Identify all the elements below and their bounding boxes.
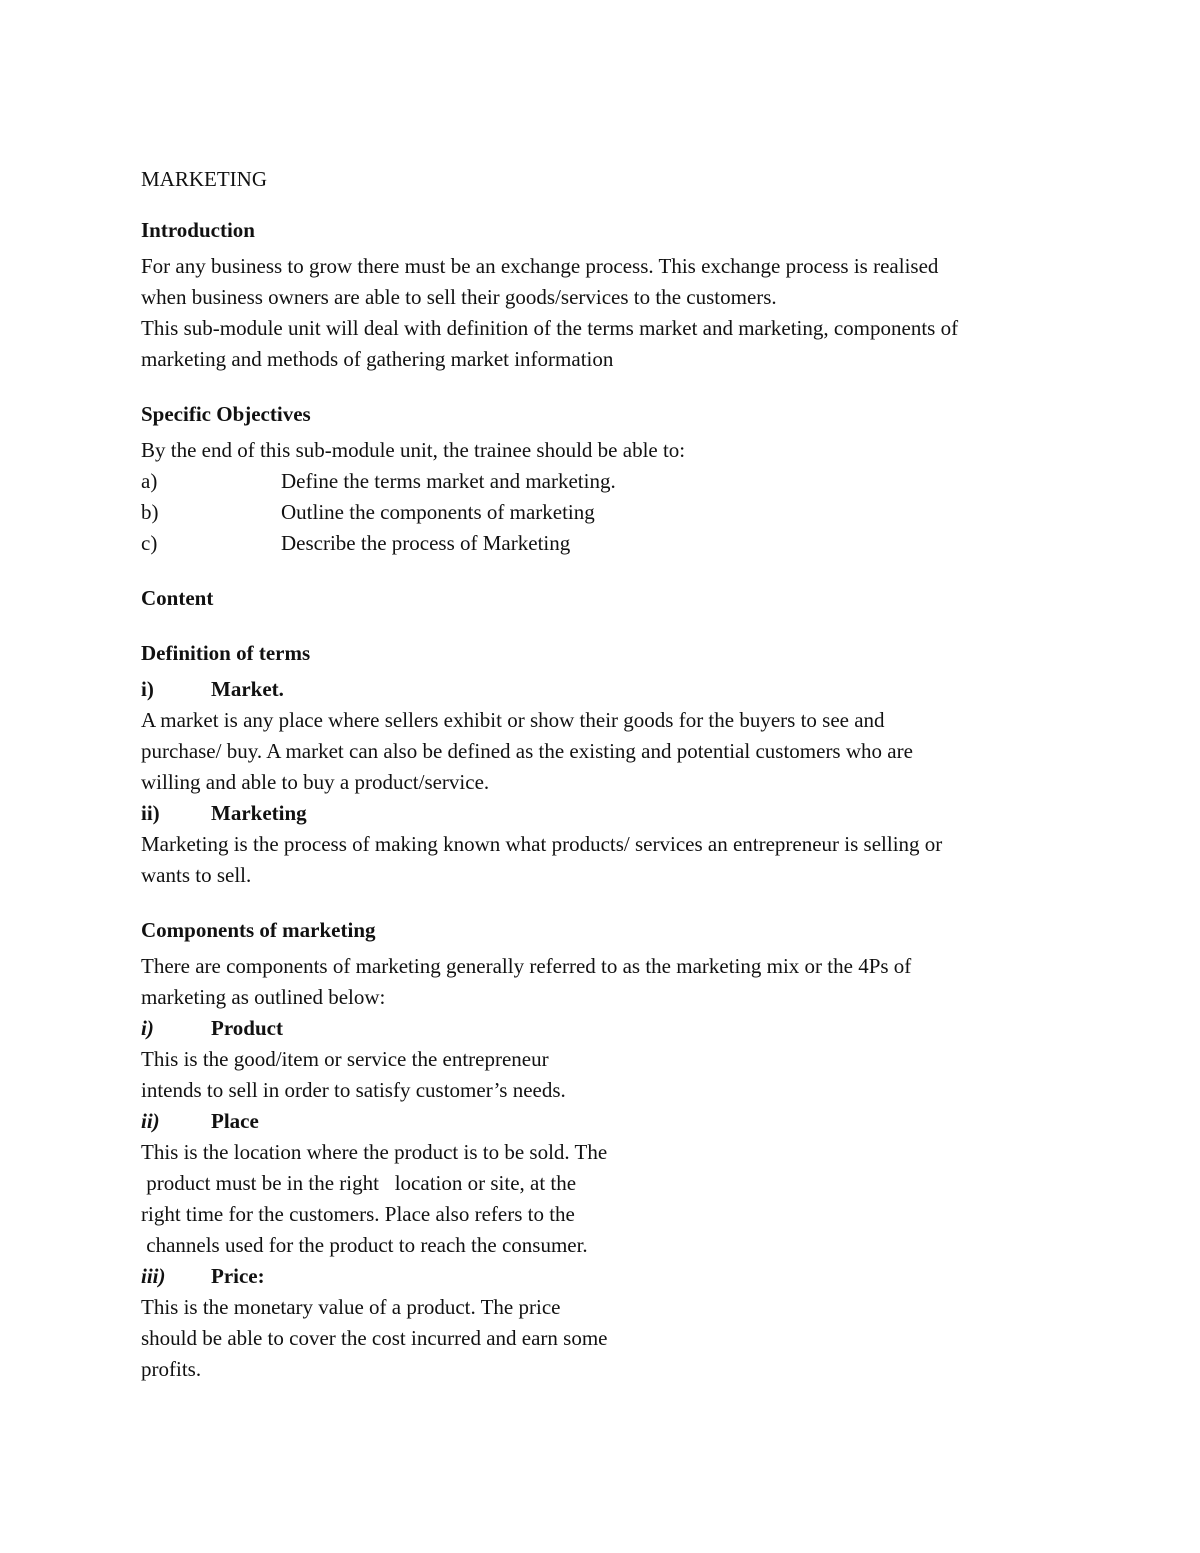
intro-line: when business owners are able to sell their goods/services to the customers. — [141, 285, 777, 309]
definitions-heading: Definition of terms — [141, 641, 311, 665]
definition-term-row — [141, 674, 1101, 705]
document-body — [141, 164, 1101, 1385]
content-heading: Content — [141, 586, 214, 610]
component-body — [141, 1292, 671, 1385]
intro-line: For any business to grow there must be an exchange process. This exchange process is realised — [141, 254, 939, 278]
objective-item — [141, 497, 1101, 528]
component-line: product must be in the right location or site, at the — [141, 1171, 577, 1195]
objective-item — [141, 466, 1101, 497]
definition-line: willing and able to buy a product/service. — [141, 770, 490, 794]
definition-line: purchase/ buy. A market can also be defined as the existing and potential customers who are — [141, 739, 913, 763]
component-line: This is the good/item or service the entrepreneur — [141, 1047, 549, 1071]
components-lead: marketing as outlined below: — [141, 985, 386, 1009]
objectives-heading: Specific Objectives — [141, 402, 311, 426]
component-line: right time for the customers. Place also refers to the — [141, 1202, 575, 1226]
objective-text: Outline the components of marketing — [281, 500, 595, 524]
component-term: Product — [211, 1016, 283, 1040]
component-body — [141, 1137, 671, 1261]
component-line: intends to sell in order to satisfy customer’s needs. — [141, 1078, 566, 1102]
intro-line: This sub-module unit will deal with definition of the terms market and marketing, components of — [141, 316, 959, 340]
component-line: should be able to cover the cost incurred and earn some — [141, 1326, 608, 1350]
component-line: This is the monetary value of a product. The price — [141, 1295, 561, 1319]
component-label: i) — [141, 1016, 154, 1040]
definition-line: wants to sell. — [141, 863, 252, 887]
objectives-lead: By the end of this sub-module unit, the trainee should be able to: — [141, 438, 686, 462]
definition-line: Marketing is the process of making known what products/ services an entrepreneur is selling or — [141, 832, 943, 856]
definition-line: A market is any place where sellers exhibit or show their goods for the buyers to see and — [141, 708, 885, 732]
intro-line: marketing and methods of gathering market information — [141, 347, 614, 371]
document-title: MARKETING — [141, 167, 267, 191]
definition-term: Marketing — [211, 801, 307, 825]
component-label: iii) — [141, 1264, 166, 1288]
objective-label: a) — [141, 469, 158, 493]
component-term: Place — [211, 1109, 259, 1133]
definition-label: i) — [141, 677, 154, 701]
component-body — [141, 1044, 671, 1106]
components-heading: Components of marketing — [141, 918, 376, 942]
objective-text: Describe the process of Marketing — [281, 531, 571, 555]
objective-text: Define the terms market and marketing. — [281, 469, 616, 493]
component-term-row — [141, 1013, 1101, 1044]
component-line: profits. — [141, 1357, 202, 1381]
objective-item — [141, 528, 1101, 559]
definition-label: ii) — [141, 801, 160, 825]
component-term: Price: — [211, 1264, 265, 1288]
introduction-heading: Introduction — [141, 218, 255, 242]
component-term-row — [141, 1261, 1101, 1292]
component-line: This is the location where the product is to be sold. The — [141, 1140, 608, 1164]
definition-term: Market. — [211, 677, 284, 701]
component-term-row — [141, 1106, 1101, 1137]
component-label: ii) — [141, 1109, 160, 1133]
objective-label: b) — [141, 500, 159, 524]
component-line: channels used for the product to reach the consumer. — [141, 1233, 588, 1257]
objective-label: c) — [141, 531, 158, 555]
components-lead: There are components of marketing generally referred to as the marketing mix or the 4Ps of — [141, 954, 912, 978]
definition-term-row — [141, 798, 1101, 829]
